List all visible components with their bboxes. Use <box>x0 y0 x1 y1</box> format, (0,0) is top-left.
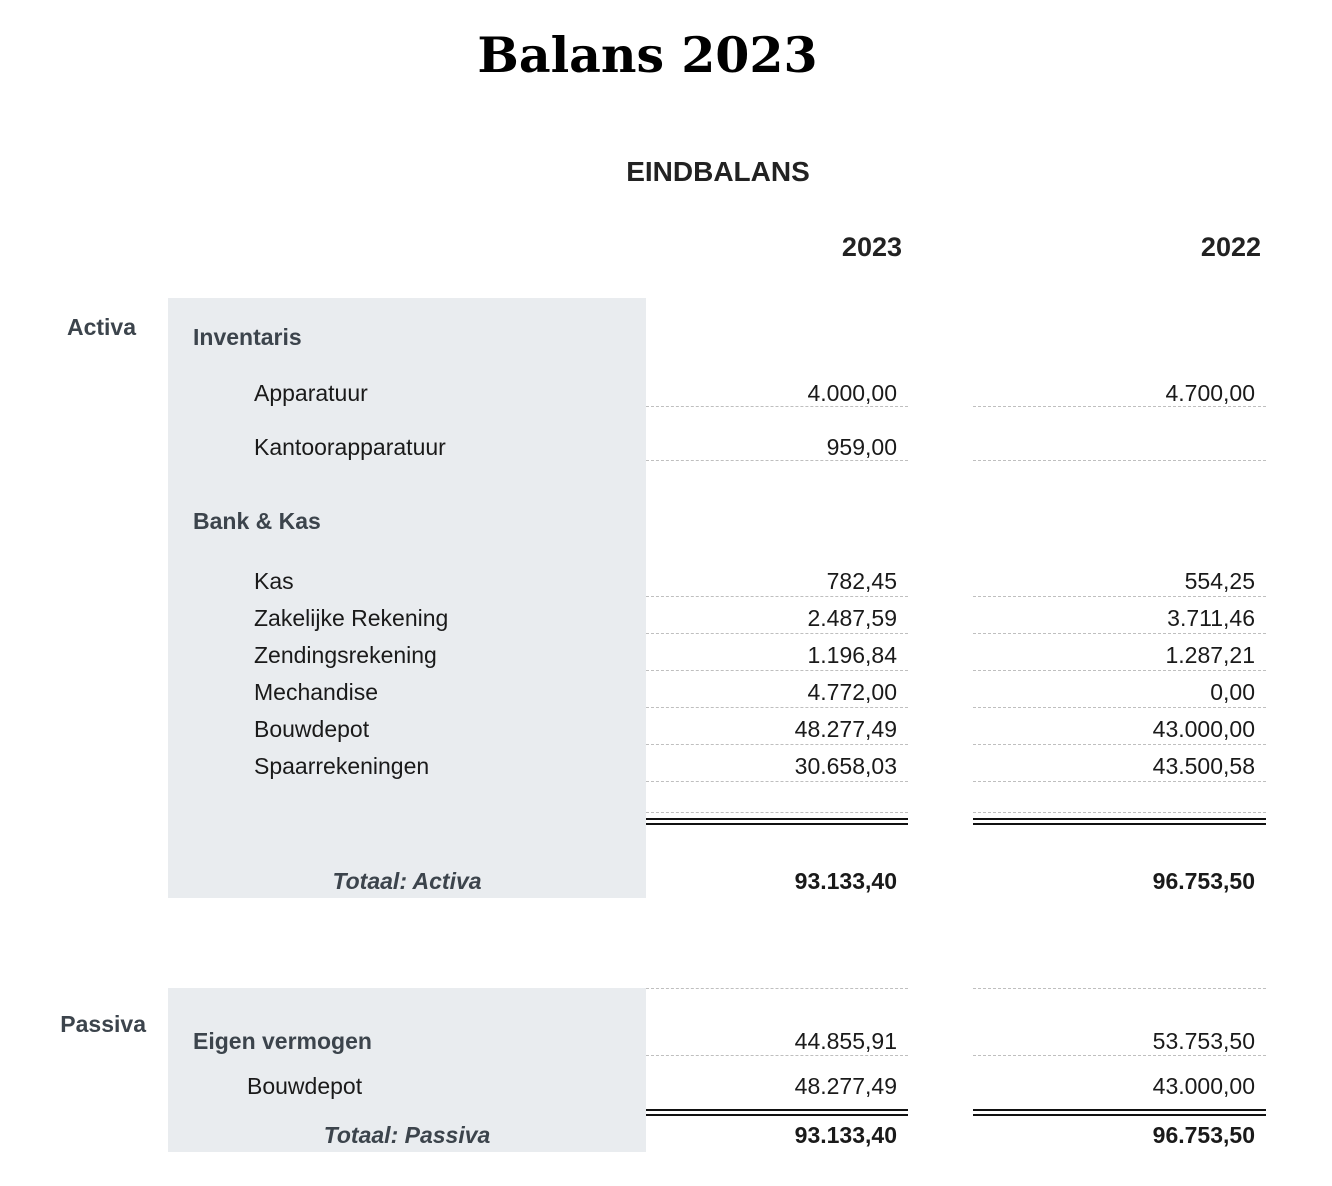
activa-side-label: Activa <box>66 314 136 340</box>
row-label: Bouwdepot <box>254 716 370 742</box>
row-divider <box>646 707 908 708</box>
value-2022: 53.753,50 <box>1152 1028 1255 1054</box>
row-divider <box>646 988 908 989</box>
passiva-total-2023: 93.133,40 <box>794 1122 897 1148</box>
section-title: EINDBALANS <box>626 156 810 187</box>
row-label: Apparatuur <box>254 380 368 406</box>
value-2023: 4.772,00 <box>807 679 897 705</box>
value-2023: 44.855,91 <box>794 1028 897 1054</box>
row-divider <box>973 707 1266 708</box>
total-double-rule <box>973 818 1266 825</box>
row-label: Bouwdepot <box>247 1073 363 1099</box>
row-divider <box>646 744 908 745</box>
activa-panel <box>168 298 646 898</box>
activa-total-label: Totaal: Activa <box>332 868 482 894</box>
value-2023: 48.277,49 <box>794 1073 897 1099</box>
row-label: Kantoorapparatuur <box>254 434 446 460</box>
value-2022: 43.000,00 <box>1152 716 1255 742</box>
value-2023: 30.658,03 <box>794 753 897 779</box>
row-label: Spaarrekeningen <box>254 753 430 779</box>
row-divider <box>973 988 1266 989</box>
value-2022: 4.700,00 <box>1165 380 1255 406</box>
row-divider <box>973 744 1266 745</box>
value-2022: 0,00 <box>1210 679 1255 705</box>
column-header-2023: 2023 <box>841 232 902 262</box>
row-divider <box>973 633 1266 634</box>
row-divider <box>646 406 908 407</box>
eigen-vermogen-heading: Eigen vermogen <box>193 1028 372 1054</box>
inventaris-heading: Inventaris <box>193 324 302 350</box>
row-divider <box>973 596 1266 597</box>
bank-kas-heading: Bank & Kas <box>193 508 321 534</box>
value-2022: 43.000,00 <box>1152 1073 1255 1099</box>
value-2023: 2.487,59 <box>807 605 897 631</box>
row-label: Mechandise <box>254 679 379 705</box>
row-divider <box>973 460 1266 461</box>
value-2023: 782,45 <box>826 568 897 594</box>
activa-total-2023: 93.133,40 <box>794 868 897 894</box>
row-divider <box>646 781 908 782</box>
row-divider <box>973 670 1266 671</box>
row-divider <box>973 406 1266 407</box>
value-2023: 1.196,84 <box>807 642 897 668</box>
row-label: Kas <box>254 568 294 594</box>
row-divider <box>973 812 1266 813</box>
value-2022: 1.287,21 <box>1165 642 1255 668</box>
row-divider <box>646 633 908 634</box>
row-label: Zakelijke Rekening <box>254 605 449 631</box>
value-2023: 48.277,49 <box>794 716 897 742</box>
passiva-total-2022: 96.753,50 <box>1152 1122 1255 1148</box>
total-double-rule <box>973 1109 1266 1116</box>
value-2022: 554,25 <box>1184 568 1255 594</box>
row-divider <box>646 596 908 597</box>
row-divider <box>646 1055 908 1056</box>
row-divider <box>646 670 908 671</box>
page-title: Balans 2023 <box>477 26 818 84</box>
value-2023: 4.000,00 <box>807 380 897 406</box>
column-header-2022: 2022 <box>1200 232 1261 262</box>
value-2023: 959,00 <box>826 434 897 460</box>
total-double-rule <box>646 818 908 825</box>
row-divider <box>973 1055 1266 1056</box>
total-double-rule <box>646 1109 908 1116</box>
passiva-total-label: Totaal: Passiva <box>323 1122 491 1148</box>
row-label: Zendingsrekening <box>254 642 437 668</box>
activa-total-2022: 96.753,50 <box>1152 868 1255 894</box>
row-divider <box>973 781 1266 782</box>
row-divider <box>646 812 908 813</box>
passiva-side-label: Passiva <box>60 1011 146 1037</box>
value-2022: 3.711,46 <box>1167 605 1255 631</box>
value-2022: 43.500,58 <box>1152 753 1255 779</box>
row-divider <box>646 460 908 461</box>
